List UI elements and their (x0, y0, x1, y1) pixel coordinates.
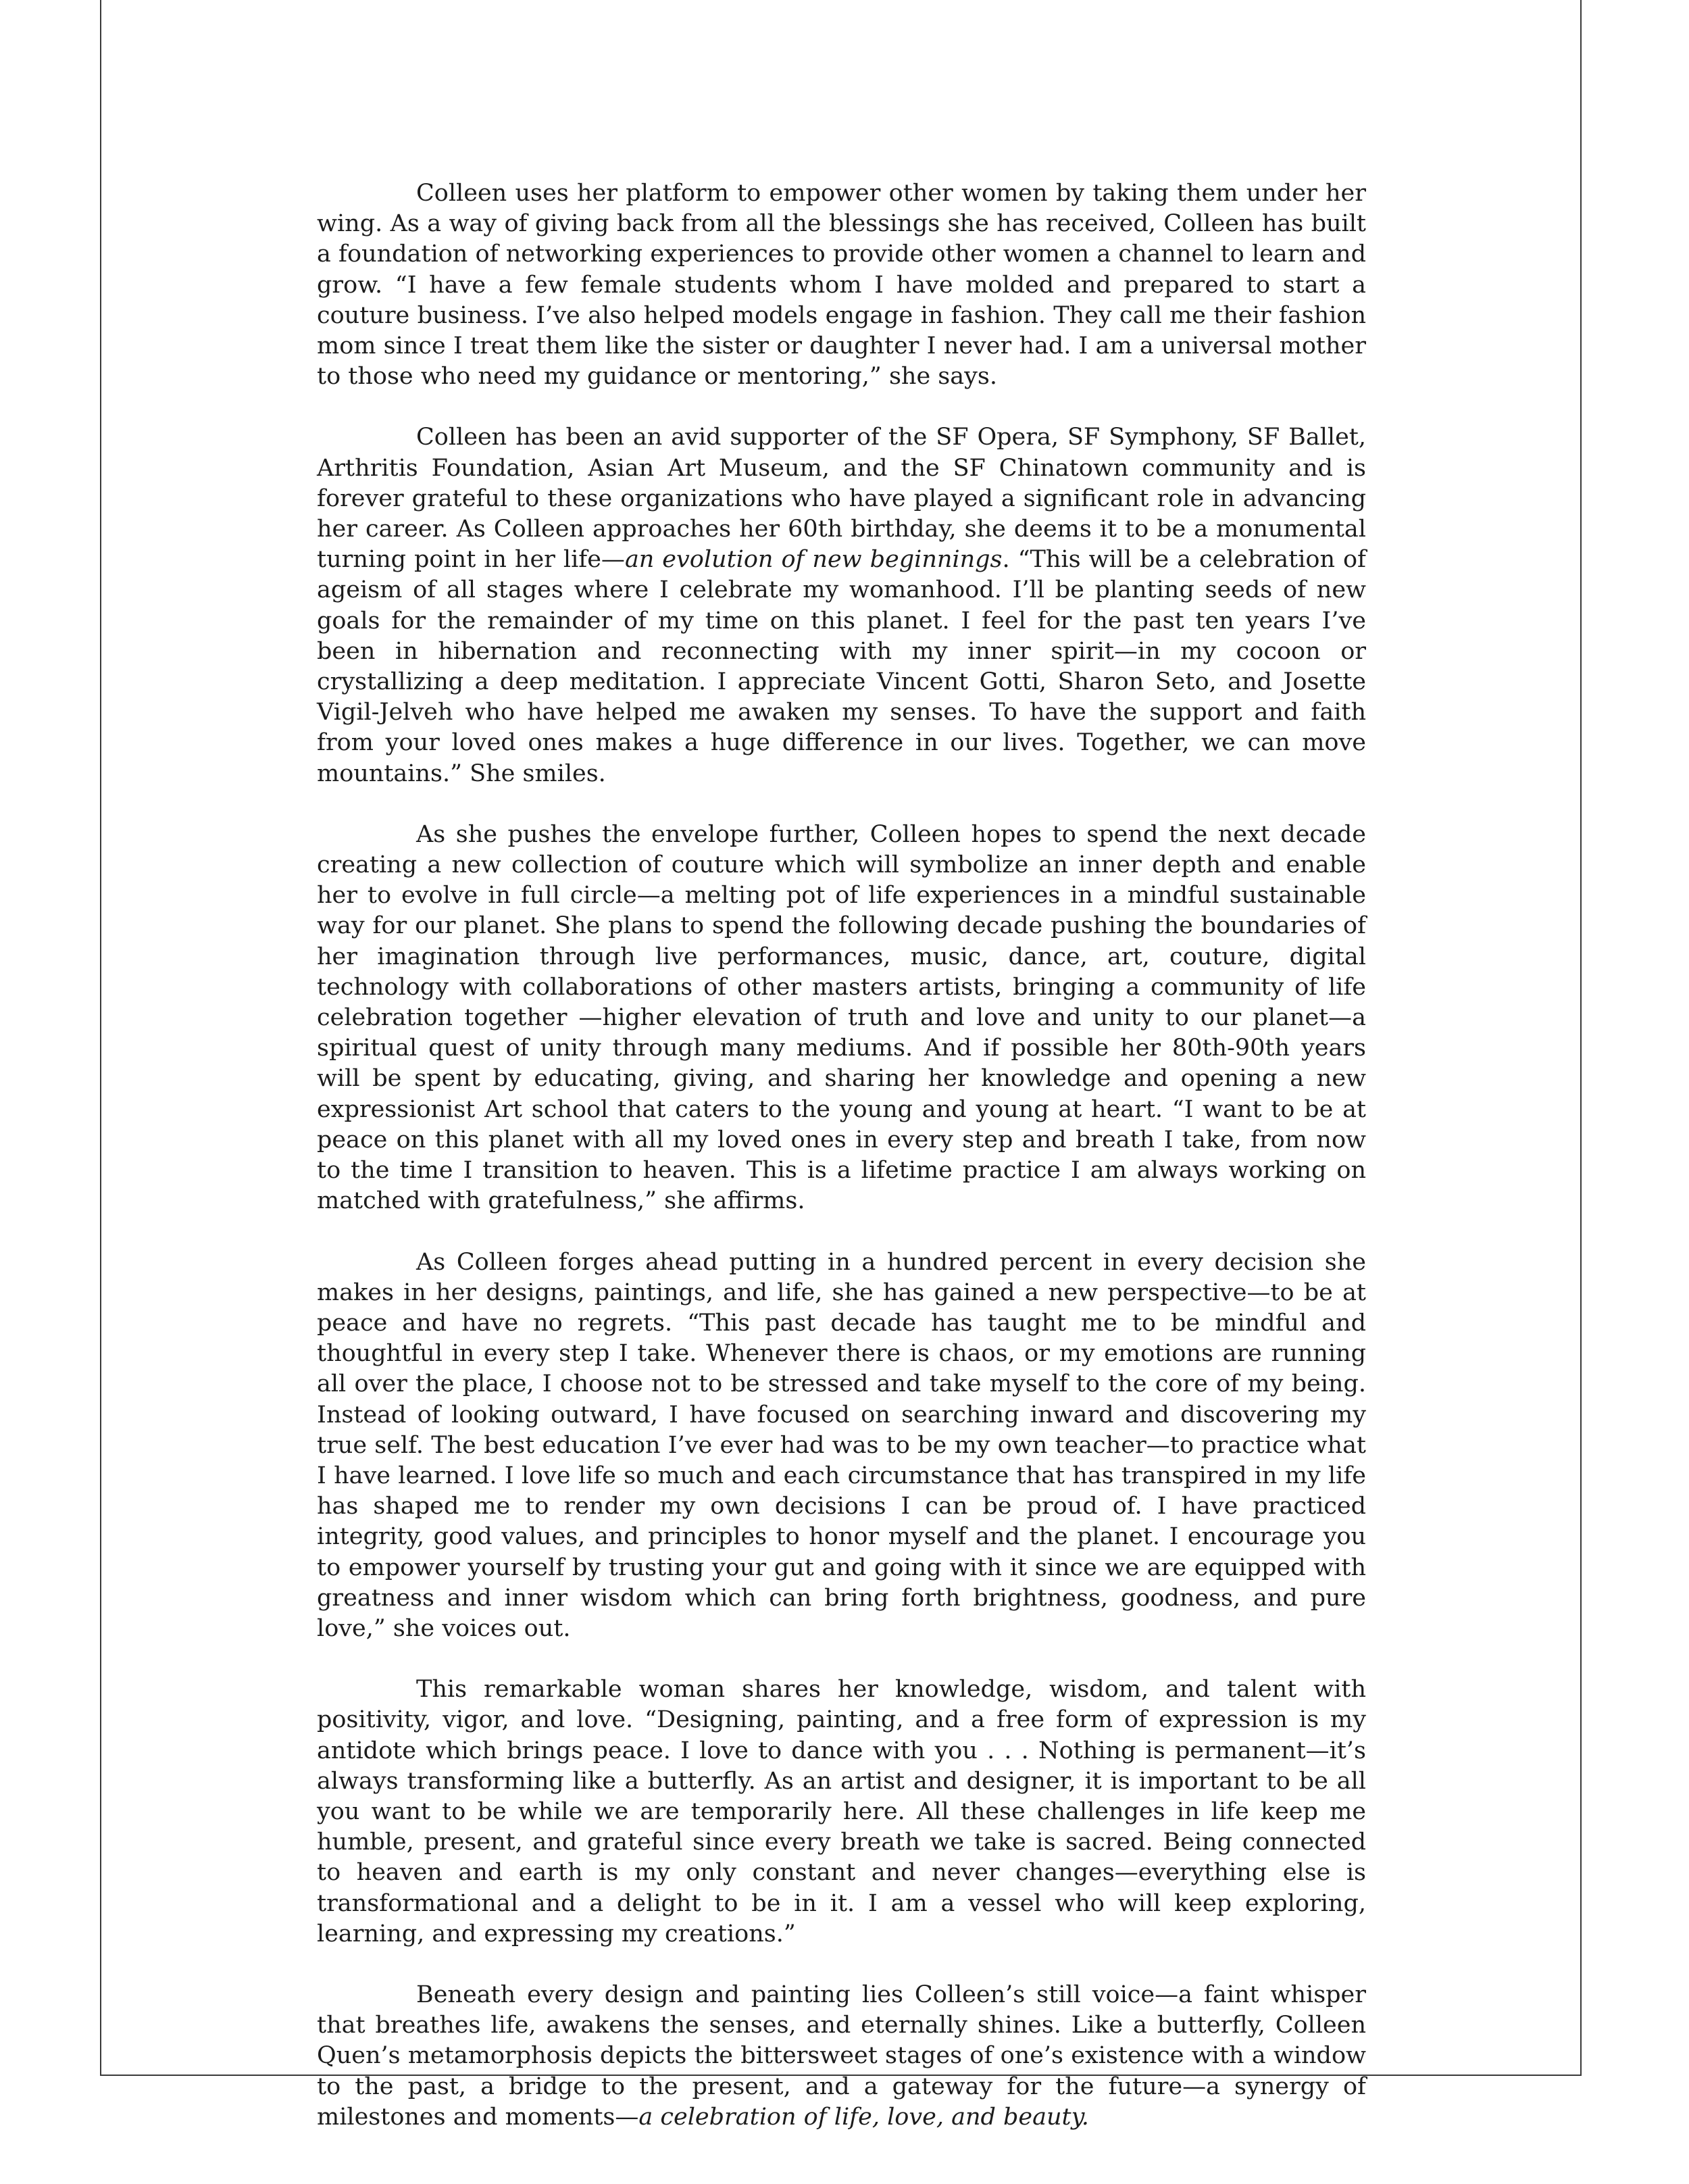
article-body (317, 178, 1366, 2133)
paragraph-5 (317, 1674, 1366, 1950)
paragraph-2-italic-phrase: an evolution of new beginnings (624, 546, 1003, 574)
paragraph-6 (317, 1980, 1366, 2133)
paragraph-2-text-b: . “This will be a celebration of ageism of all stages where I celebrate my womanhood. I’ll be planting seeds of new goals for the remainder of my time on this planet. I feel for the past ten years I’ve been in hibernation and reconnecting with my inner spirit—in my cocoon or crystallizing a deep meditation. I appreciate Vincent Gotti, Sharon Seto, and Josette Vigil-Jelveh who have helped me awaken my senses. To have the support and faith from your loved ones makes a huge difference in our lives. Together, we can move mountains.” She smiles. (317, 546, 1367, 787)
paragraph-4-text: As Colleen forges ahead putting in a hundred percent in every decision she makes in her designs, paintings, and life, she has gained a new perspective—to be at peace and have no regrets. “This past decade has taught me to be mindful and thoughtful in every step I take. Whenever there is chaos, or my emotions are running all over the place, I choose not to be stressed and take myself to the core of my being. Instead of looking outward, I have focused on searching inward and discovering my true self. The best education I’ve ever had was to be my own teacher—to practice what I have learned. I love life so much and each circumstance that has transpired in my life has shaped me to render my own decisions I can be proud of. I have practiced integrity, good values, and principles to honor myself and the planet. I encourage you to empower yourself by trusting your gut and going with it since we are equipped with greatness and inner wisdom which can bring forth brightness, goodness, and pure love,” she voices out. (317, 1248, 1366, 1642)
paragraph-5-text: This remarkable woman shares her knowledge, wisdom, and talent with positivity, vigor, and love. “Designing, painting, and a free form of expression is my antidote which brings peace. I love to dance with you . . . Nothing is permanent—it’s always transforming like a butterfly. As an artist and designer, it is important to be all you want to be while we are temporarily here. All these challenges in life keep me humble, present, and grateful since every breath we take is sacred. Being connected to heaven and earth is my only constant and never changes—everything else is transformational and a delight to be in it. I am a vessel who will keep exploring, learning, and expressing my creations.” (317, 1676, 1366, 1947)
paragraph-6-text-a: Beneath every design and painting lies Colleen’s still voice—a faint whisper that breathes life, awakens the senses, and eternally shines. Like a butterfly, Colleen Quen’s metamorphosis depicts the bittersweet stages of one’s existence with a window to the past, a bridge to the present, and a gateway for the future—a synergy of milestones and moments— (317, 1981, 1366, 2131)
paragraph-1 (317, 178, 1366, 392)
paragraph-2-text-a: Colleen has been an avid supporter of the SF Opera, SF Symphony, SF Ballet, Arthritis Foundation, Asian Art Museum, and the SF Chinatown community and is forever grateful to these organizations who have played a significant role in advancing her career. As Colleen approaches her 60th birthday, she deems it to be a monumental turning point in her life— (317, 424, 1366, 574)
paragraph-3-text: As she pushes the envelope further, Colleen hopes to spend the next decade creating a new collection of couture which will symbolize an inner depth and enable her to evolve in full circle—a melting pot of life experiences in a mindful sustainable way for our planet. She plans to spend the following decade pushing the boundaries of her imagination through live performances, music, dance, art, couture, digital technology with collaborations of other masters artists, bringing a community of life celebration together —higher elevation of truth and love and unity to our planet—a spiritual quest of unity through many mediums. And if possible her 80th-90th years will be spent by educating, giving, and sharing her knowledge and opening a new expressionist Art school that caters to the young and young at heart. “I want to be at peace on this planet with all my loved ones in every step and breath I take, from now to the time I transition to heaven. This is a lifetime practice I am always working on matched with gratefulness,” she affirms. (317, 820, 1366, 1215)
paragraph-2 (317, 422, 1366, 789)
paragraph-6-italic-phrase: a celebration of life, love, and beauty. (638, 2103, 1089, 2131)
paragraph-4 (317, 1247, 1366, 1645)
paragraph-1-text: Colleen uses her platform to empower other women by taking them under her wing. As a way of giving back from all the blessings she has received, Colleen has built a foundation of networking experiences to provide other women a channel to learn and grow. “I have a few female students whom I have molded and prepared to start a couture business. I’ve also helped models engage in fashion. They call me their fashion mom since I treat them like the sister or daughter I never had. I am a universal mother to those who need my guidance or mentoring,” she says. (317, 180, 1366, 391)
paragraph-3 (317, 820, 1366, 1217)
